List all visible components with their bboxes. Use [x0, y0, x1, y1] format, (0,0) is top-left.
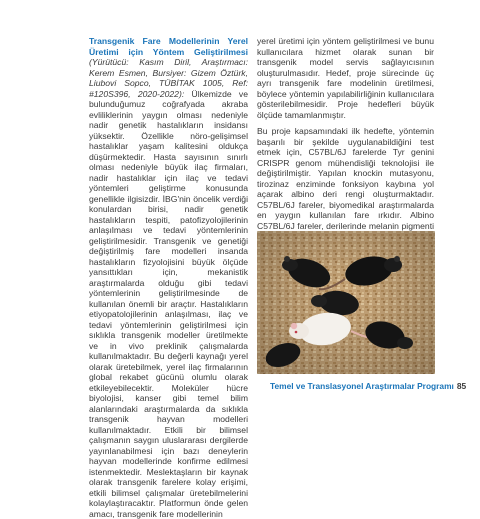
left-column — [89, 36, 248, 519]
page-footer — [270, 381, 467, 391]
project-credits: (Yürütücü: Kasım Diril, Araştırmacı: Kerem Esmen, Bursiyer: Gizem Öztürk, Liubovi Sopco, TÜBİTAK 1005, Ref: #120S396, 2020-2022): — [89, 57, 248, 99]
left-paragraph — [89, 36, 248, 519]
right-paragraph-2: Bu proje kapsamındaki ilk hedefte, yöntemin başarılı bir şekilde uygulanabildiğini test etmek için, C57BL/6J farelerde Tyr genini CRISPR genom mühendisliği teknolojisi ile değiştirilmiştir. Yapılan knockin mutasyonu, tirozinaz enziminde fonksiyon kaybına yol açarak albino deri rengi oluşturmaktadır. C57BL/6J fareler, biyomedikal araştırmalarda en yaygın kullanılan fare ırkıdır. Albino C57BL/6J fareler, derilerinde melanin pigmenti — [257, 126, 434, 231]
footer-program-label: Temel ve Translasyonel Araştırmalar Programı — [270, 381, 454, 391]
section-title: Transgenik Fare Modellerinin Yerel Üretimi için Yöntem Geliştirilmesi — [89, 36, 248, 57]
left-body-text: Ülkemizde ve bulunduğumuz coğrafyada akraba evliliklerinin yaygın olması nedeniyle nadir genetik hastalıkların insidansı yüksektir. Özellikle nöro-gelişimsel hastalıklar yaşam kalitesini oldukça düşürmektedir. Hasta sayısının sınırlı olması nedeniyle büyük ilaç firmaları, nadir hastalıklar için ilaç ve tedavi yöntemleri geliştirme konusunda genellikle ilgisizdir. İBG'nin öncelik verdiği konulardan birisi, nadir genetik hastalıkların tespiti, patofizyolojilerinin anlaşılması ve tedavi yöntemlerinin geliştirilmesidir. Transgenik ve genetiği değiştirilmiş fare modelleri insanda hastalıkların fizyolojisini büyük ölçüde yansıttıkları için, mekanistik araştırmalarda olduğu gibi tedavi yöntemlerinin geliştirilmesinde de kullanılan önemli bir araçtır. Hastalıkların etiyopatolojilerinin anlaşılması, ilaç ve tedavi yöntemlerinin geliştirilmesi için sıklıkla transgenik modeller üretilmekte ve in vivo preklinik çalışmalarda kullanılmaktadır. Bu değerli kaynağı yerel olarak üretebilmek, yerel ilaç firmalarının global rekabet gücünü olumlu olarak etkileyebilecektir. Moleküler hücre biyolojisi, kanser gibi temel bilim alanlarındaki araştırmalarda da sıklıkla transgenik hayvan modelleri kullanılmaktadır. Etkili bir bilimsel çalışmanın saygın uluslararası dergilerde yayınlanabilmesi için bazı deneylerin hayvan modellerinde konfirme edilmesi istenmektedir. Meslektaşların bir kaynak olarak transgenik farelere kolay erişimi, etkili bilimsel çalışmalar üretebilmelerini kolaylaştıracaktır. Platformun önde gelen amacı, transgenik fare modellerinin — [89, 88, 248, 519]
mice-illustration — [257, 231, 435, 374]
right-paragraph-1: yerel üretimi için yöntem geliştirilmesi ve bunu kullanıcılara hizmet olarak sunan bir transgenik model servis sağlayıcısının oluşturulmasıdır. Hedef, proje sürecinde üç ayrı transgenik fare modelinin üretilmesi, böylece yöntemin yapılabilirliğinin kullanıcılara gösterilebilmesidir. Proje hedefleri büyük ölçüde tamamlanmıştır. — [257, 36, 434, 120]
mice-photo — [257, 231, 435, 374]
page-number: 85 — [456, 381, 467, 391]
